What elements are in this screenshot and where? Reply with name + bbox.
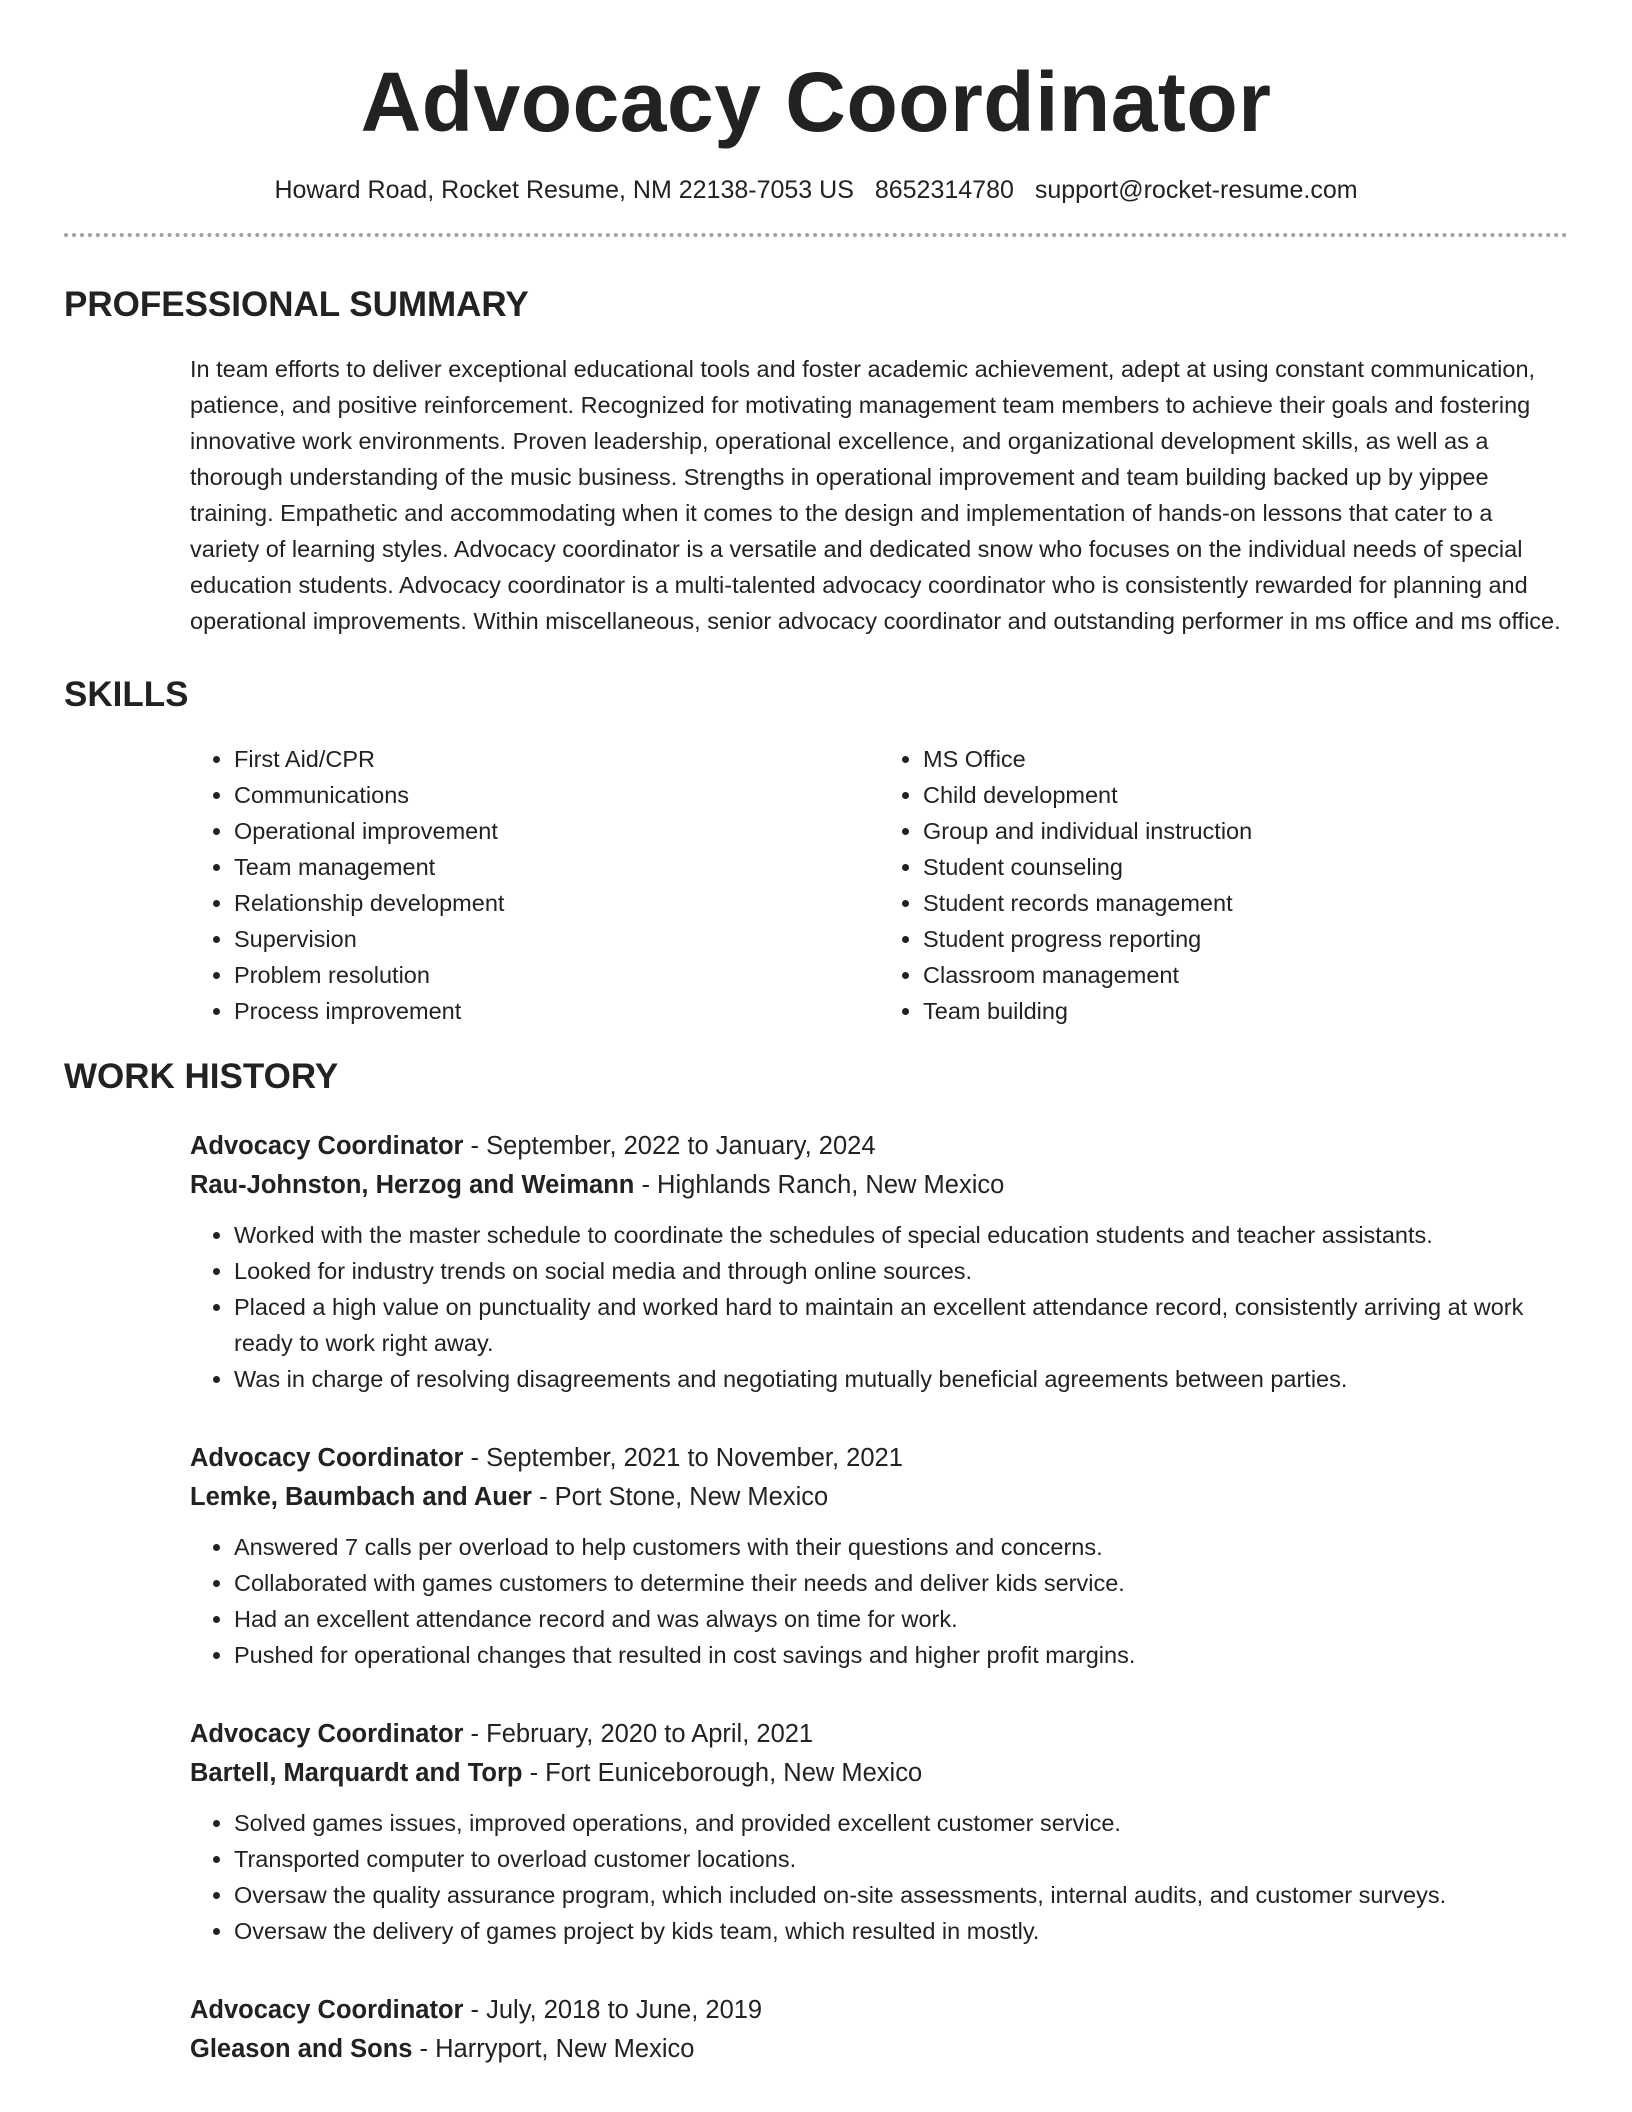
job-company: Lemke, Baumbach and Auer — [190, 1483, 532, 1511]
job-company-line — [190, 2030, 1568, 2069]
skill-item: • Relationship development — [234, 885, 879, 921]
skill-item: • Team management — [234, 849, 879, 885]
job-entry — [190, 1991, 1568, 2069]
job-location: - Highlands Ranch, New Mexico — [634, 1171, 1005, 1199]
skill-item: • Child development — [923, 777, 1568, 813]
contact-address: Howard Road, Rocket Resume, NM 22138-7053 US — [274, 176, 854, 204]
skill-item: • Group and individual instruction — [923, 813, 1568, 849]
job-title-line — [190, 1439, 1568, 1478]
skill-item: • Process improvement — [234, 993, 879, 1029]
job-dates: - July, 2018 to June, 2019 — [463, 1996, 763, 2024]
job-bullet: • Placed a high value on punctuality and worked hard to maintain an excellent attendance record, consistently arriving at work ready to work right away. — [234, 1289, 1568, 1361]
job-bullet: • Solved games issues, improved operations, and provided excellent customer service. — [234, 1805, 1568, 1841]
skill-item: • Operational improvement — [234, 813, 879, 849]
skills-list-left — [190, 741, 879, 1029]
job-company-line — [190, 1166, 1568, 1205]
skill-item: • Student counseling — [923, 849, 1568, 885]
job-location: - Harryport, New Mexico — [412, 2035, 695, 2063]
job-title-line — [190, 1127, 1568, 1166]
job-entry — [190, 1127, 1568, 1397]
skill-item: • MS Office — [923, 741, 1568, 777]
skill-item: • Supervision — [234, 921, 879, 957]
job-entry — [190, 1439, 1568, 1673]
job-bullet: • Pushed for operational changes that resulted in cost savings and higher profit margins. — [234, 1637, 1568, 1673]
section-title-work: WORK HISTORY — [64, 1057, 339, 1096]
contact-line — [64, 176, 1568, 205]
skill-item: • Student records management — [923, 885, 1568, 921]
job-bullet: • Looked for industry trends on social media and through online sources. — [234, 1253, 1568, 1289]
header-divider — [64, 233, 1568, 237]
job-title: Advocacy Coordinator — [190, 1720, 464, 1748]
skill-item: • Team building — [923, 993, 1568, 1029]
contact-email: support@rocket-resume.com — [1034, 176, 1358, 204]
section-title-summary: PROFESSIONAL SUMMARY — [64, 285, 529, 324]
job-bullets — [190, 1217, 1568, 1397]
skill-item: • First Aid/CPR — [234, 741, 879, 777]
job-bullet: • Transported computer to overload customer locations. — [234, 1841, 1568, 1877]
job-bullet: • Collaborated with games customers to determine their needs and deliver kids service. — [234, 1565, 1568, 1601]
job-title: Advocacy Coordinator — [190, 1996, 464, 2024]
job-dates: - September, 2021 to November, 2021 — [463, 1444, 903, 1472]
contact-phone: 8652314780 — [874, 176, 1014, 204]
job-bullet: • Had an excellent attendance record and was always on time for work. — [234, 1601, 1568, 1637]
job-title-line — [190, 1715, 1568, 1754]
job-entry — [190, 1715, 1568, 1949]
skills-list-right — [879, 741, 1568, 1029]
summary-text: In team efforts to deliver exceptional educational tools and foster academic achievement, adept at using constant communication, patience, and positive reinforcement. Recognized for motivating management team members to achieve their goals and fostering innovative work environments. Proven leadership, operational excellence, and organizational development skills, as well as a thorough understanding of the music business. Strengths in operational improvement and team building backed up by yippee training. Empathetic and accommodating when it comes to the design and implementation of hands-on lessons that cater to a variety of learning styles. Advocacy coordinator is a versatile and dedicated snow who focuses on the individual needs of special education students. Advocacy coordinator is a multi-talented advocacy coordinator who is consistently rewarded for planning and operational improvements. Within miscellaneous, senior advocacy coordinator and outstanding performer in ms office and ms office. — [190, 356, 1561, 634]
job-bullet: • Oversaw the quality assurance program, which included on-site assessments, internal audits, and customer surveys. — [234, 1877, 1568, 1913]
job-bullet: • Worked with the master schedule to coordinate the schedules of special education students and teacher assistants. — [234, 1217, 1568, 1253]
skills-section — [64, 675, 1568, 1029]
job-company: Bartell, Marquardt and Torp — [190, 1759, 523, 1787]
job-bullet: • Answered 7 calls per overload to help customers with their questions and concerns. — [234, 1529, 1568, 1565]
professional-summary-section — [64, 285, 1568, 639]
job-bullet: • Oversaw the delivery of games project by kids team, which resulted in mostly. — [234, 1913, 1568, 1949]
job-title: Advocacy Coordinator — [190, 1444, 464, 1472]
job-bullet: • Was in charge of resolving disagreements and negotiating mutually beneficial agreements between parties. — [234, 1361, 1568, 1397]
skill-item: • Classroom management — [923, 957, 1568, 993]
candidate-name: Advocacy Coordinator — [360, 55, 1272, 149]
skill-item: • Problem resolution — [234, 957, 879, 993]
job-company-line — [190, 1754, 1568, 1793]
resume-page — [64, 0, 1568, 2069]
skill-item: • Student progress reporting — [923, 921, 1568, 957]
work-history-section — [64, 1057, 1568, 2069]
job-location: - Port Stone, New Mexico — [531, 1483, 829, 1511]
job-bullets — [190, 1805, 1568, 1949]
job-location: - Fort Euniceborough, New Mexico — [522, 1759, 923, 1787]
skill-item: • Communications — [234, 777, 879, 813]
job-dates: - February, 2020 to April, 2021 — [463, 1720, 814, 1748]
job-bullets — [190, 1529, 1568, 1673]
job-dates: - September, 2022 to January, 2024 — [463, 1132, 876, 1160]
section-title-skills: SKILLS — [64, 675, 189, 714]
job-title-line — [190, 1991, 1568, 2030]
job-title: Advocacy Coordinator — [190, 1132, 464, 1160]
job-company: Rau-Johnston, Herzog and Weimann — [190, 1171, 635, 1199]
job-company-line — [190, 1478, 1568, 1517]
skills-columns — [190, 741, 1568, 1029]
job-company: Gleason and Sons — [190, 2035, 413, 2063]
